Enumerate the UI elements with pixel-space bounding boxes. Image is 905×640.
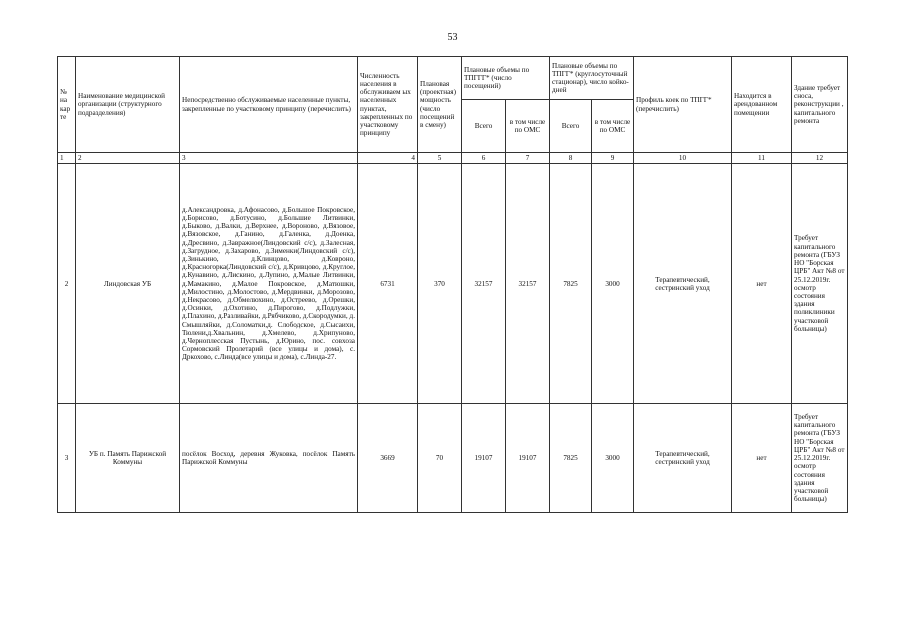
beddays-total: 7825: [550, 404, 592, 513]
beddays-oms: 3000: [592, 164, 634, 404]
capacity: 70: [418, 404, 462, 513]
visits-total: 32157: [462, 164, 506, 404]
population: 3669: [358, 404, 418, 513]
col-number: 8: [550, 153, 592, 164]
row-num: 2: [58, 164, 76, 404]
col-number: 3: [180, 153, 358, 164]
places-list: д.Александровка, д.Афонасово, д.Большое Покровское, д.Борисово, д.Ботусино, д.Большие Литвинки, д.Быково, д.Валки, д.Верхнее, д.Вороново, д.Вязовое, д.Вязовское, д.Ганино, д.Галенка, д.Доенка, д.Дресвино, д.Завражное(Линдовский с/с), д.Залесная, д.Загрудное, д.Захарово, д.Зименки(Линдовский с/с), д.Зинькино, д.Клинцово, д.Ковроно, д.Красногорка(Линдовский с/с), д.Кривцово, д.Круглое, д.Кунавино, д.Лискино, д.Лупино, д.Малые Литвинки, д.Мамакино, д.Малое Покровское, д.Матюшки, д.Милостино, д.Молостово, д.Мердвинки, д.Морозово, д.Некрасово, д.Обмелюхино, д.Остреево, д.Орешки, д.Осинки, д.Охотино, д.Пирогово, д.Подлужки, д.Плахино, д.Разливайки, д.Рябчиково, д.Скородумки, д. Смышляйки, д.Соломатки,д. Слободское, д.Сысаихи, Тюлени,д.Хвальнин, д.Хмелево, д.Хрипуново, д.Черноплесская Пустынь, д.Юрино, пос. совхоза Сормовский Пролетарий (все улицы и дома), с. Дркохово, с.Линда(все улицы и дома), с.Линда-27.: [180, 164, 358, 404]
col-number: 9: [592, 153, 634, 164]
visits-total: 19107: [462, 404, 506, 513]
visits-oms: 32157: [506, 164, 550, 404]
header-row-1: [58, 57, 848, 100]
col-number: 10: [634, 153, 732, 164]
building-status: Требует капитального ремонта (ГБУЗ НО "Борская ЦРБ" Акт №8 от 25.12.2019г. осмотр состояния здания поликлиники участковой больницы): [792, 164, 848, 404]
header-planned-beddays: Плановые объемы по ТПГГ* (круглосуточный стационар), число койко-дней: [550, 57, 634, 100]
row-num: 3: [58, 404, 76, 513]
header-beddays-total: Всего: [550, 100, 592, 153]
header-beddays-oms: в том числе по ОМС: [592, 100, 634, 153]
building-status: Требует капитального ремонта (ГБУЗ НО "Борская ЦРБ" Акт №8 от 25.12.2019г. осмотр состояния здания участковой больницы): [792, 404, 848, 513]
header-rented: Находится в арендованном помещении: [732, 57, 792, 153]
bed-profile: Терапевтический, сестринский уход: [634, 164, 732, 404]
header-bed-profile: Профиль коек по ТПГГ* (перечислить): [634, 57, 732, 153]
header-planned-visits: Плановые объемы по ТПГГГ* (число посещений): [462, 57, 550, 100]
population: 6731: [358, 164, 418, 404]
rented: нет: [732, 164, 792, 404]
col-number: 12: [792, 153, 848, 164]
visits-oms: 19107: [506, 404, 550, 513]
col-number: 6: [462, 153, 506, 164]
header-places: Непосредственно обслуживаемые населенные пункты, закрепленные по участковому принципу (перечислить): [180, 57, 358, 153]
header-org-name: Наименование медицинской организации (структурного подразделения): [76, 57, 180, 153]
org-name: УБ п. Память Парижской Коммуны: [76, 404, 180, 513]
table-row: [58, 164, 848, 404]
rented: нет: [732, 404, 792, 513]
page-number: 53: [447, 32, 458, 43]
header-building: Здание требует сноса, реконструкции , капитального ремонта: [792, 57, 848, 153]
col-number: 5: [418, 153, 462, 164]
beddays-oms: 3000: [592, 404, 634, 513]
facilities-table: [57, 56, 848, 513]
header-capacity: Плановая (проектная) мощность (число посещений в смену): [418, 57, 462, 153]
column-numbers-row: [58, 153, 848, 164]
places-list: посёлок Восход, деревня Жуковка, посёлок Память Парижской Коммуны: [180, 404, 358, 513]
col-number: 4: [358, 153, 418, 164]
header-population: Численность населения в обслуживаем ых населенных пунктах, закрепленных по участковому принципу: [358, 57, 418, 153]
header-num: № на кар те: [58, 57, 76, 153]
header-visits-total: Всего: [462, 100, 506, 153]
org-name: Линдовская УБ: [76, 164, 180, 404]
bed-profile: Терапевтический, сестринский уход: [634, 404, 732, 513]
header-visits-oms: в том числе по ОМС: [506, 100, 550, 153]
beddays-total: 7825: [550, 164, 592, 404]
col-number: 7: [506, 153, 550, 164]
col-number: 2: [76, 153, 180, 164]
col-number: 1: [58, 153, 76, 164]
table-row: [58, 404, 848, 513]
col-number: 11: [732, 153, 792, 164]
capacity: 370: [418, 164, 462, 404]
